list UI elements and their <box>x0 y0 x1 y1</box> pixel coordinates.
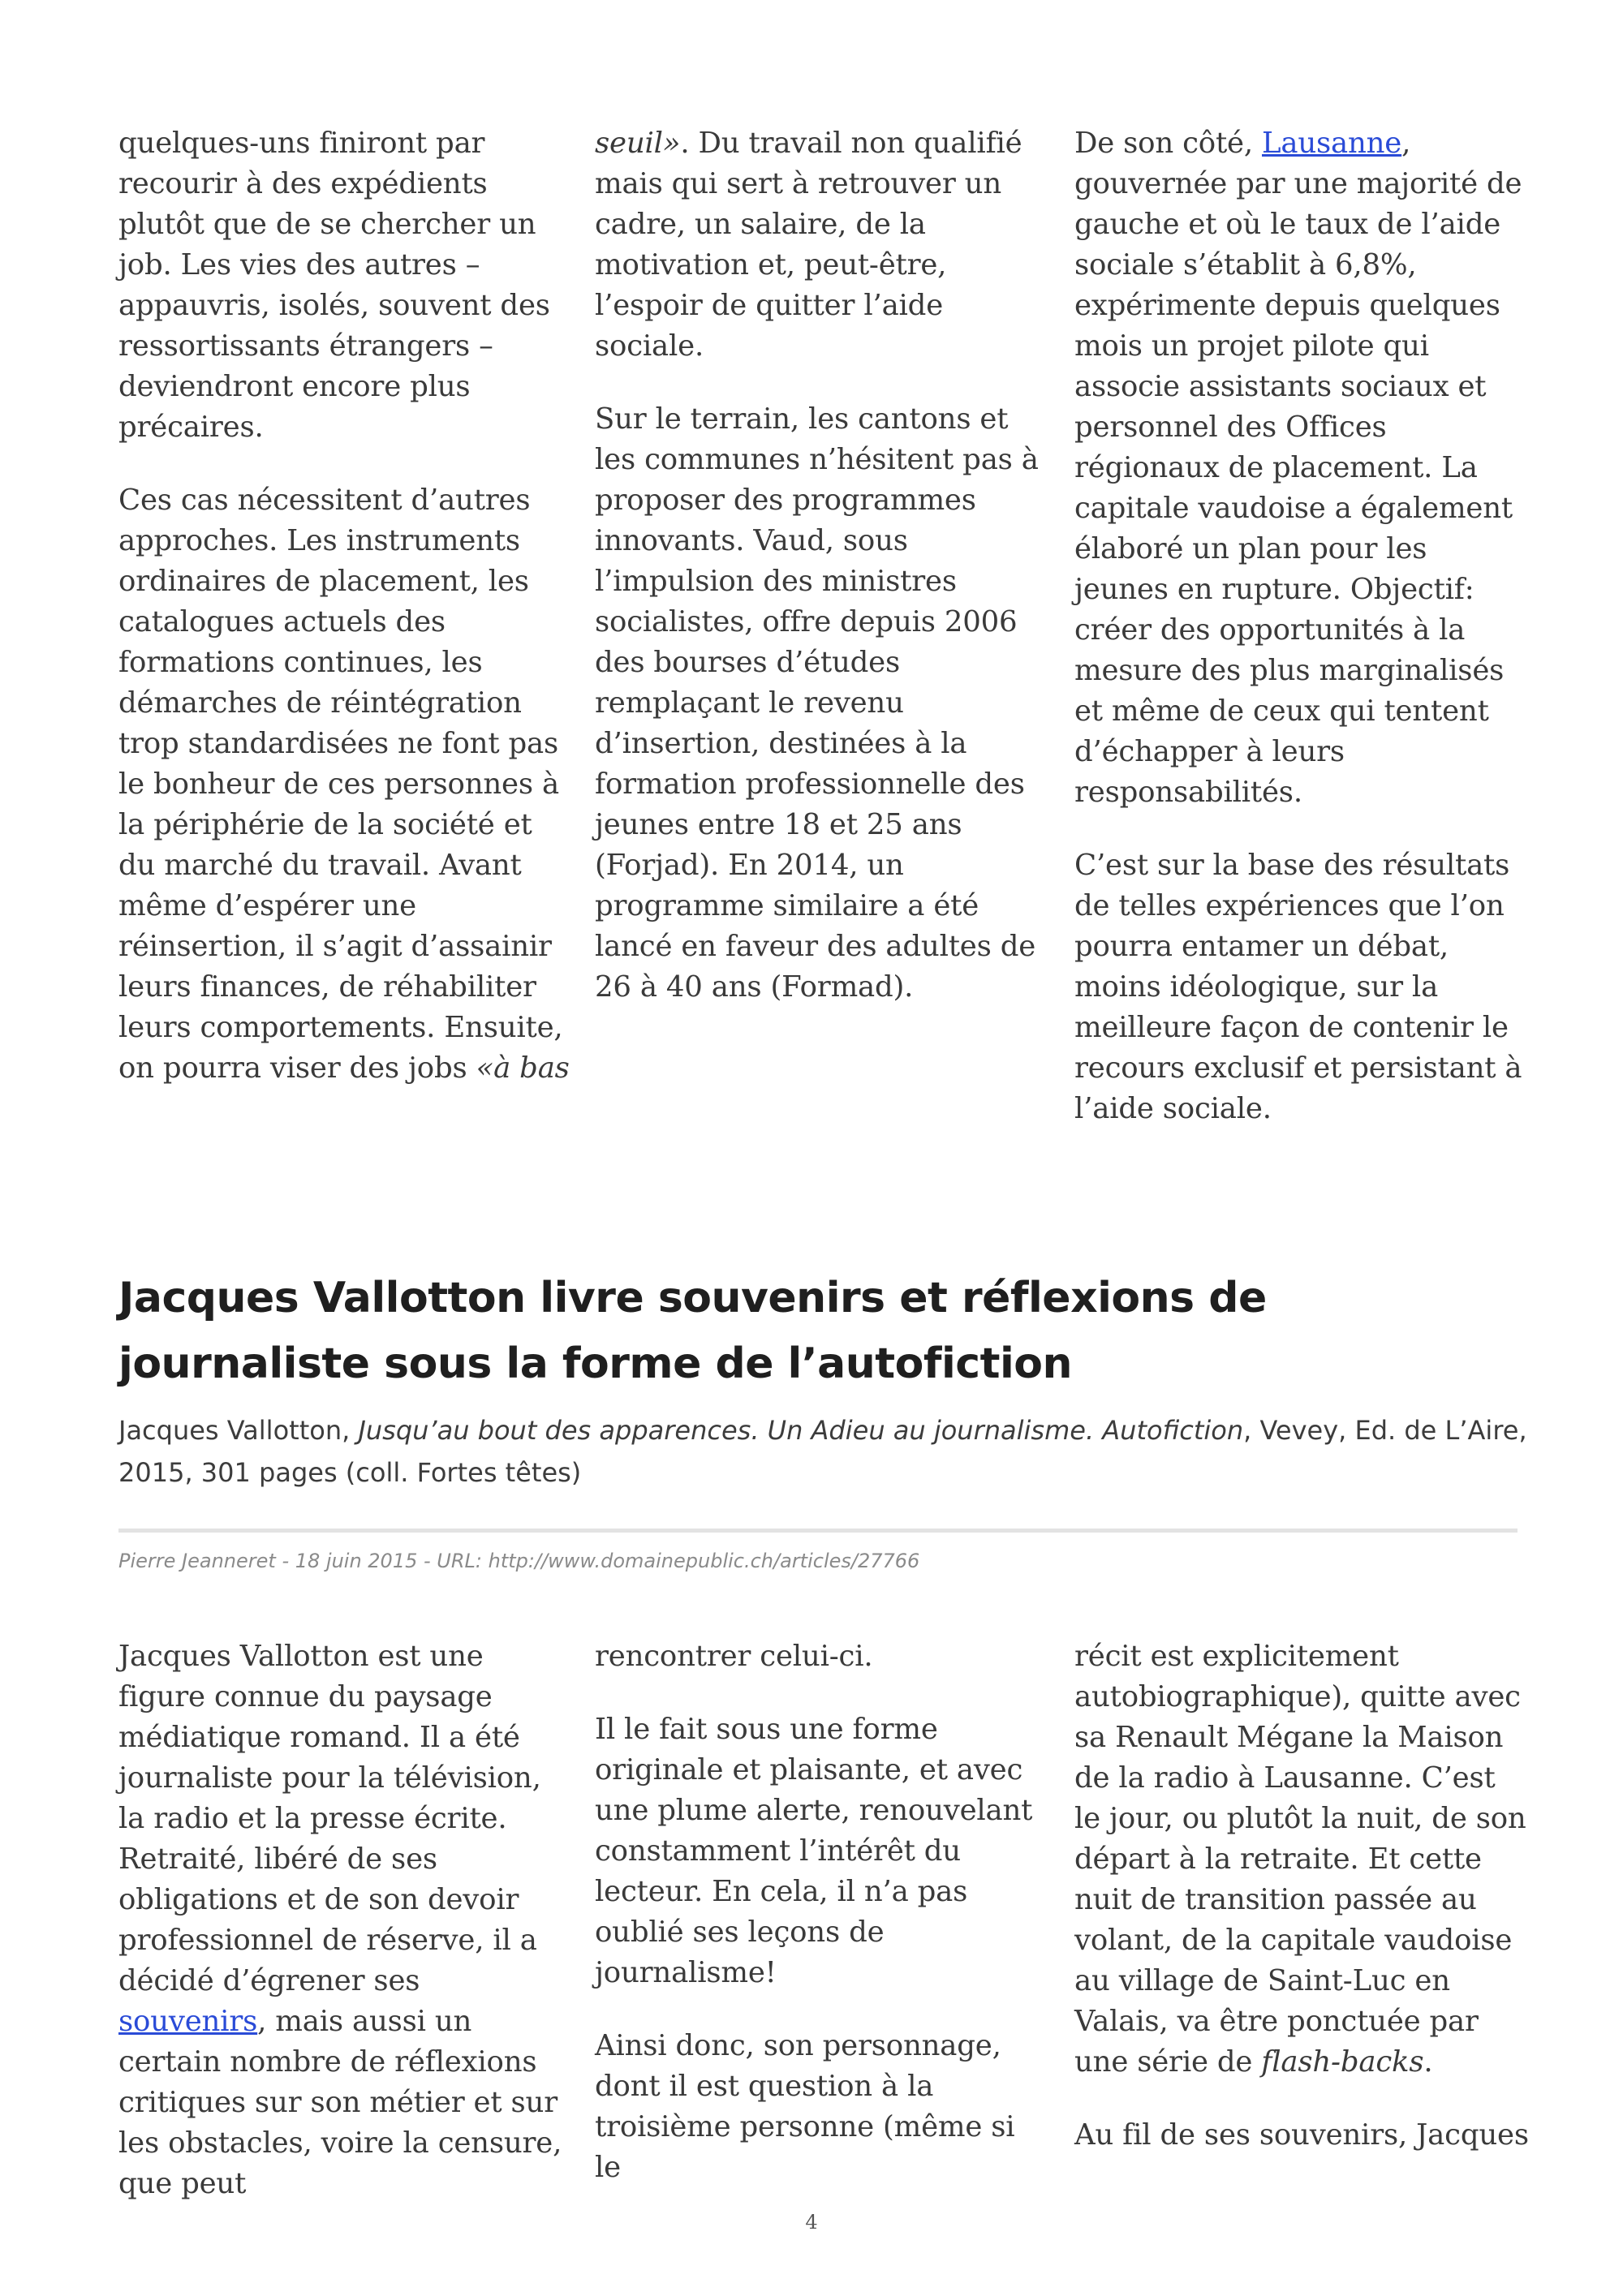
paragraph: Au fil de ses souvenirs, Jacques <box>1074 2118 1529 2152</box>
paragraph: rencontrer celui-ci. <box>595 1640 873 1673</box>
book-details: , Vevey, Ed. de L’Aire, 2015, 301 pages (coll. Fortes têtes) <box>118 1415 1527 1488</box>
paragraph-text: Ces cas nécessitent d’autres approches. Les instruments ordinaires de placement, les catalogues actuels des formations continues, les démarches de réintégration trop standardisées ne font pas le bonheur de ces personnes à la périphérie de la société et du marché du travail. Avant même d’espérer une réinsertion, il s’agit d’assainir leurs finances, de réhabiliter leurs comportements. Ensuite, on pourra viser des jobs <box>118 484 563 1085</box>
paragraph: Il le fait sous une forme originale et plaisante, et avec une plume alerte, renouvelant constamment l’intérêt du lecteur. En cela, il n’a pas oublié ses leçons de journalisme! <box>595 1713 1033 1989</box>
book-title: Jusqu’au bout des apparences. Un Adieu au journalisme. Autofiction <box>358 1415 1244 1446</box>
paragraph-text: , mais aussi un certain nombre de réflexions critiques sur son métier et sur les obstacles, voire la censure, que peut <box>118 2005 562 2200</box>
article-title: Jacques Vallotton livre souvenirs et réflexions de journaliste sous la forme de l’autofiction <box>118 1274 1267 1388</box>
paragraph <box>595 123 1049 367</box>
top-column-1 <box>118 123 573 1089</box>
paragraph-text: . <box>1423 2045 1433 2079</box>
bottom-column-1 <box>118 1636 573 2204</box>
page-number: 4 <box>805 2211 818 2234</box>
paragraph <box>1074 1636 1529 2083</box>
bottom-column-3 <box>1074 1636 1529 2156</box>
article-meta: Pierre Jeanneret - 18 juin 2015 - URL: http://www.domainepublic.ch/articles/27766 <box>118 1550 920 1572</box>
quote-fragment: seuil» <box>595 127 681 160</box>
souvenirs-link[interactable]: souvenirs <box>118 2005 258 2038</box>
book-reference <box>118 1409 1530 1494</box>
lausanne-link[interactable]: Lausanne <box>1262 127 1402 160</box>
emphasis: flash-backs <box>1261 2045 1424 2079</box>
paragraph <box>118 480 573 1089</box>
paragraph: Sur le terrain, les cantons et les communes n’hésitent pas à proposer des programmes innovants. Vaud, sous l’impulsion des ministres socialistes, offre depuis 2006 des bourses d’études remplaçant le revenu d’insertion, destinées à la formation professionnelle des jeunes entre 18 et 25 ans (Forjad). En 2014, un programme similaire a été lancé en faveur des adultes de 26 à 40 ans (Formad). <box>595 402 1039 1004</box>
paragraph-text: , gouvernée par une majorité de gauche et où le taux de l’aide sociale s’établit à 6,8%, expérimente depuis quelques mois un projet pilote qui associe assistants sociaux et personnel des Offices régionaux de placement. La capitale vaudoise a également élaboré un plan pour les jeunes en rupture. Objectif: créer des opportunités à la mesure des plus marginalisés et même de ceux qui tentent d’échapper à leurs responsabilités. <box>1074 127 1522 809</box>
top-column-3 <box>1074 123 1529 1129</box>
paragraph-text: . Du travail non qualifié mais qui sert à retrouver un cadre, un salaire, de la motivation et, peut-être, l’espoir de quitter l’aide sociale. <box>595 127 1022 363</box>
paragraph: quelques-uns finiront par recourir à des expédients plutôt que de se chercher un job. Les vies des autres – appauvris, isolés, souvent des ressortissants étrangers – deviendront encore plus précaires. <box>118 127 550 444</box>
paragraph: C’est sur la base des résultats de telles expériences que l’on pourra entamer un débat, moins idéologique, sur la meilleure façon de contenir le recours exclusif et persistant à l’aide sociale. <box>1074 849 1522 1125</box>
paragraph <box>1074 123 1529 813</box>
paragraph: Ainsi donc, son personnage, dont il est question à la troisième personne (même si le <box>595 2029 1015 2184</box>
paragraph-text: Jacques Vallotton est une figure connue du paysage médiatique romand. Il a été journaliste pour la télévision, la radio et la presse écrite. Retraité, libéré de ses obligations et de son devoir professionnel de réserve, il a décidé d’égrener ses <box>118 1640 541 1997</box>
paragraph-text: De son côté, <box>1074 127 1262 160</box>
bottom-column-2 <box>595 1636 1049 2188</box>
book-author: Jacques Vallotton, <box>118 1415 359 1446</box>
quote-fragment: «à bas <box>476 1051 570 1085</box>
paragraph <box>118 1636 573 2204</box>
paragraph-text: récit est explicitement autobiographique), quitte avec sa Renault Mégane la Maison de la radio à Lausanne. C’est le jour, ou plutôt la nuit, de son départ à la retraite. Et cette nuit de transition passée au volant, de la capitale vaudoise au village de Saint-Luc en Valais, va être ponctuée par une série de <box>1074 1640 1526 2079</box>
top-column-2 <box>595 123 1049 1008</box>
divider <box>118 1529 1518 1533</box>
